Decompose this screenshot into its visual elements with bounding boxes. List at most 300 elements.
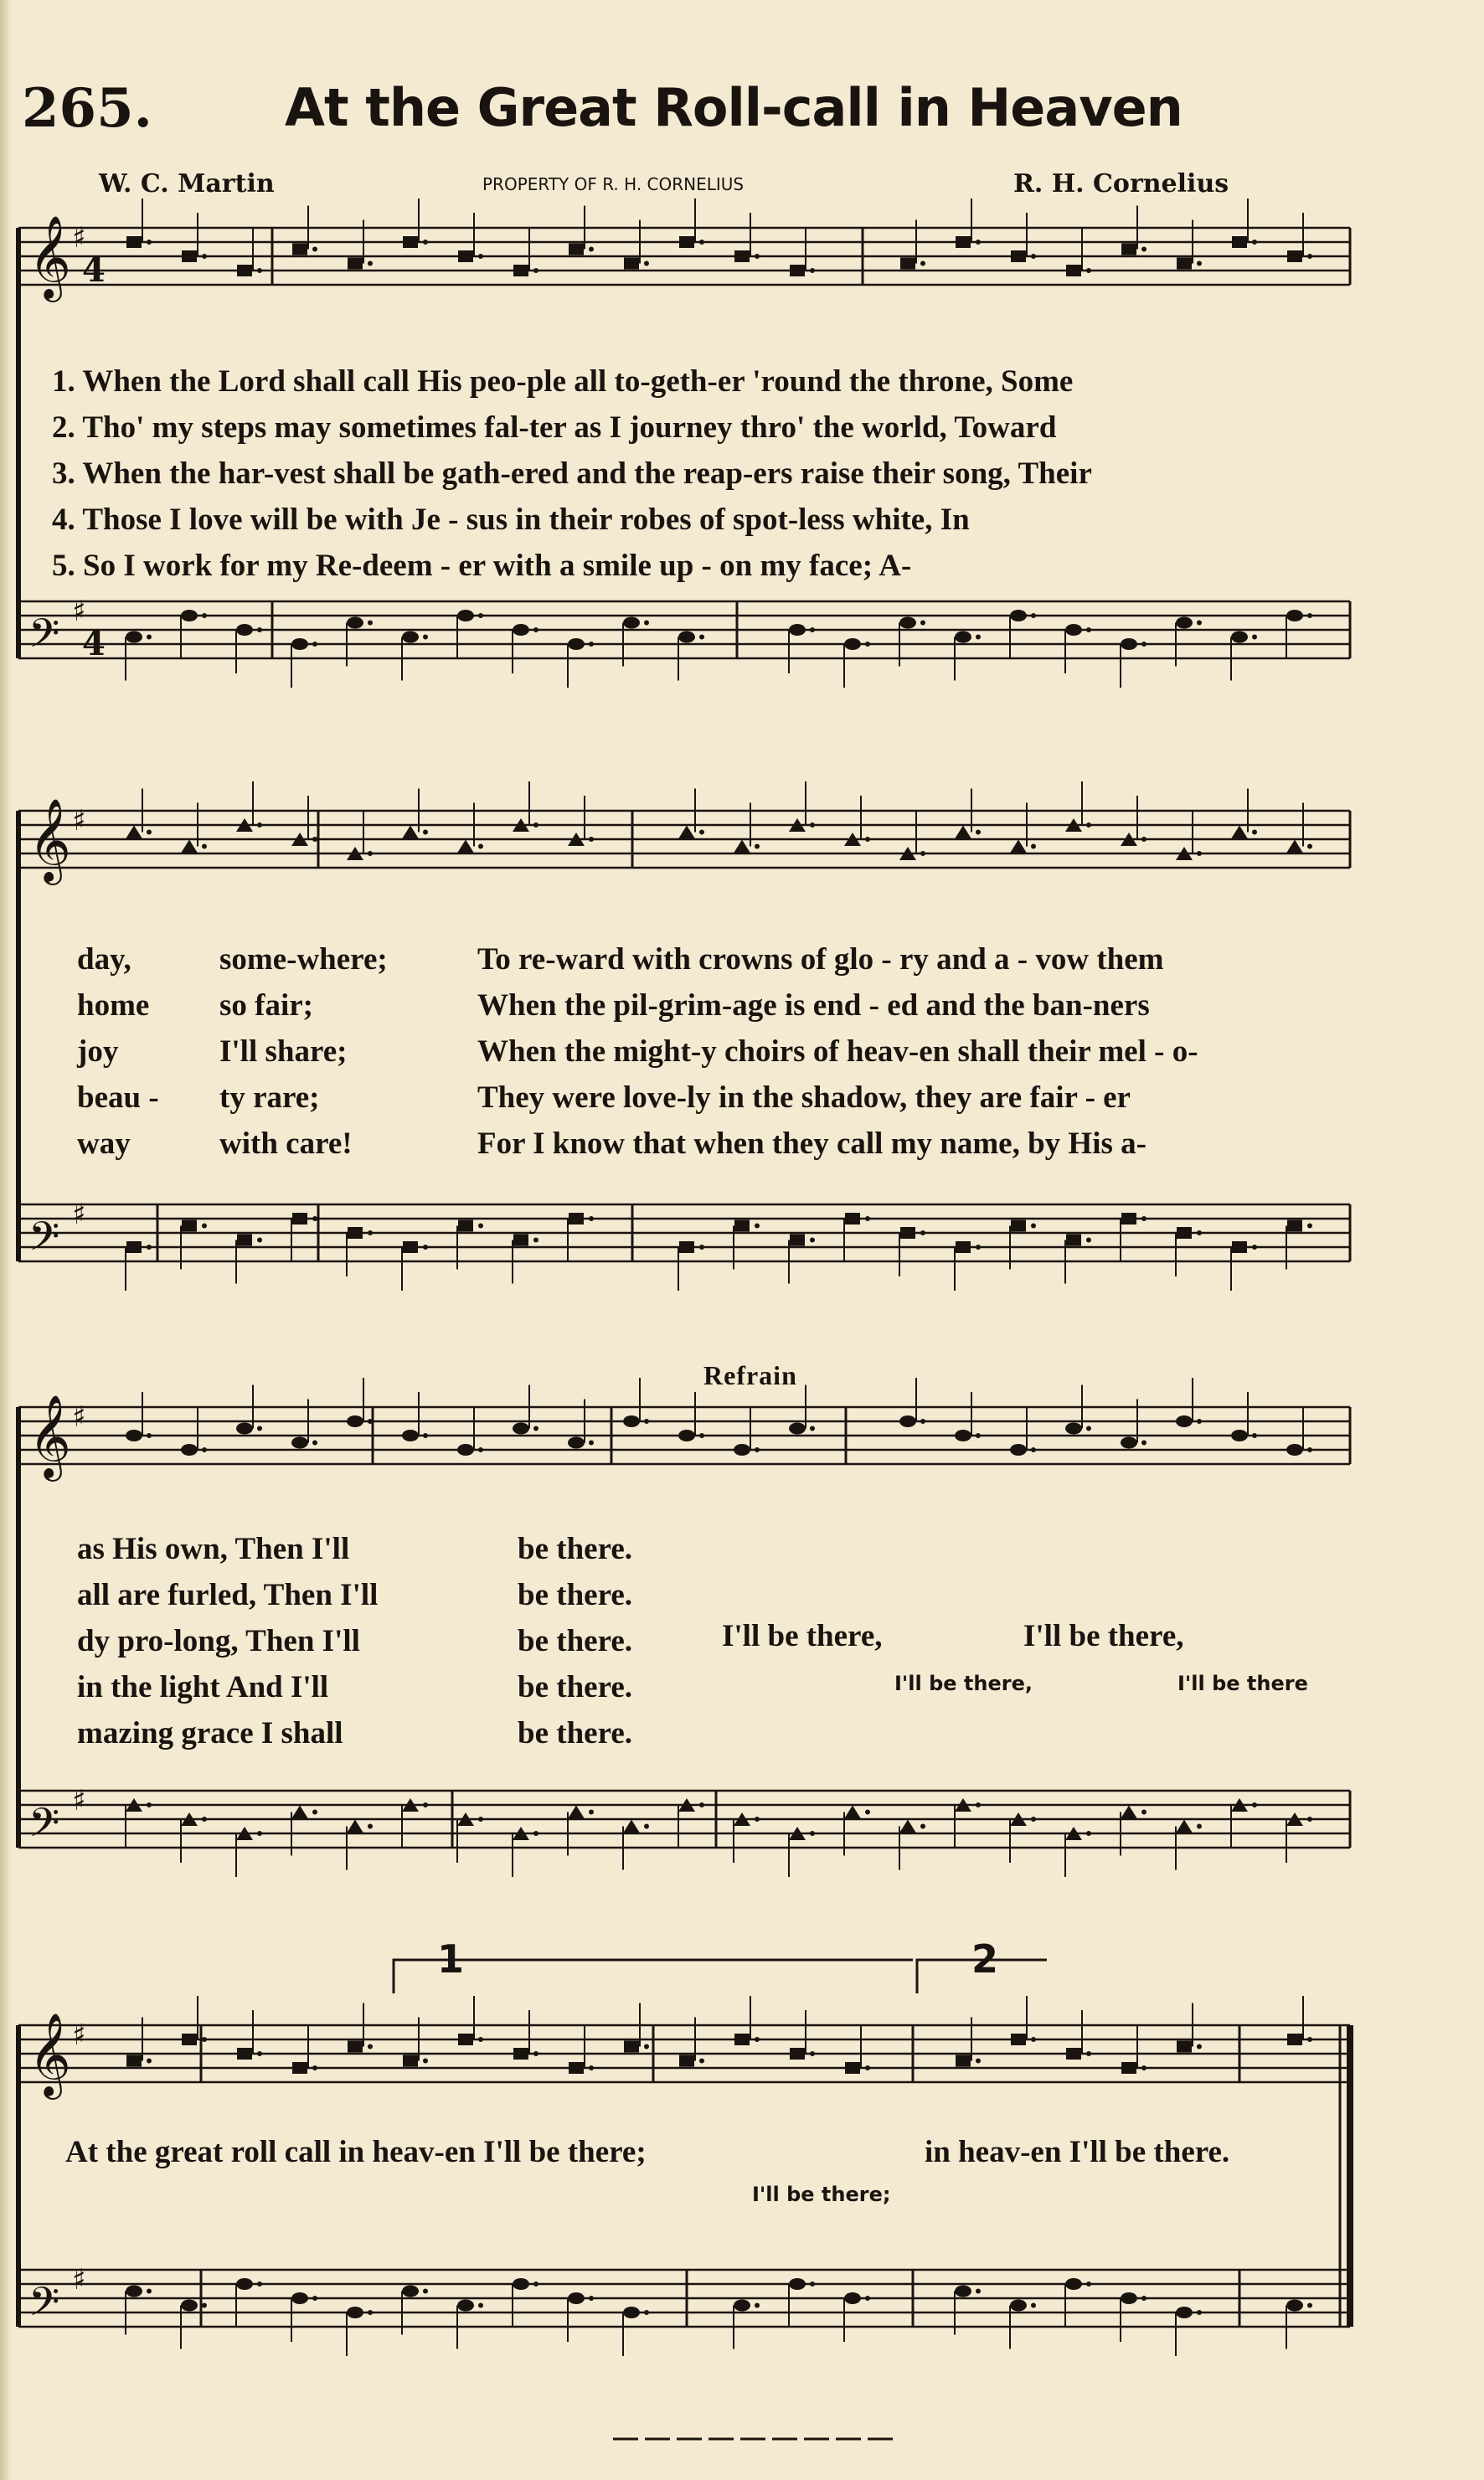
note-dot	[147, 635, 152, 640]
note-head	[457, 1444, 474, 1456]
note-head	[347, 1820, 363, 1833]
note-dot	[644, 1419, 649, 1424]
note-head	[1232, 236, 1247, 248]
final-echo: I'll be there;	[752, 2183, 891, 2206]
note-head	[955, 1430, 971, 1441]
note-dot	[423, 635, 428, 640]
note-dot	[589, 642, 594, 647]
note-head	[1286, 840, 1303, 853]
note-dot	[257, 627, 262, 632]
note-head	[678, 826, 695, 839]
note-dot	[1307, 1224, 1312, 1229]
note-dot	[810, 1426, 815, 1431]
note-dot	[368, 1419, 373, 1424]
note-dot	[755, 2303, 760, 2308]
note-head	[1121, 638, 1137, 650]
lyric-fragment: They were love-ly in the shadow, they are fair - er	[477, 1080, 1131, 1115]
note-dot	[976, 240, 981, 245]
note-dot	[589, 837, 594, 842]
note-head	[790, 1235, 805, 1246]
note-dot	[1197, 2310, 1202, 2315]
note-dot	[1141, 2065, 1146, 2070]
note-head	[291, 2292, 308, 2304]
note-dot	[699, 1245, 704, 1250]
note-dot	[368, 261, 373, 266]
refrain-echo-1: I'll be there,	[894, 1672, 1033, 1695]
note-head	[623, 1820, 640, 1833]
sharp-key-signature-icon: ♯	[72, 1400, 86, 1434]
note-dot	[533, 822, 538, 828]
note-dot	[1252, 240, 1257, 245]
note-head	[181, 840, 198, 853]
note-head	[126, 632, 142, 643]
refrain-chorus-2: I'll be there,	[1023, 1619, 1184, 1653]
note-head	[347, 1415, 363, 1427]
lyric-fragment: joy	[77, 1034, 119, 1069]
note-head	[790, 2048, 805, 2060]
note-dot	[644, 1824, 649, 1829]
note-head	[237, 2048, 252, 2060]
note-head	[513, 624, 529, 636]
note-dot	[644, 2044, 649, 2049]
note-head	[291, 1806, 308, 1819]
note-dot	[1197, 621, 1202, 626]
note-dot	[865, 837, 870, 842]
note-head	[845, 1213, 860, 1225]
note-head	[1231, 632, 1248, 643]
note-head	[1066, 2048, 1081, 2060]
note-dot	[976, 2289, 981, 2294]
note-head	[402, 826, 419, 839]
note-dot	[1031, 1817, 1036, 1822]
lyricist-credit: W. C. Martin	[99, 169, 275, 199]
note-dot	[312, 247, 317, 252]
note-dot	[257, 2051, 262, 2056]
note-head	[1176, 1820, 1193, 1833]
note-head	[624, 258, 639, 270]
note-dot	[368, 1230, 373, 1235]
note-head	[236, 2278, 253, 2290]
note-dot	[589, 247, 594, 252]
note-dot	[810, 822, 815, 828]
note-head	[1010, 840, 1027, 853]
note-dot	[810, 2281, 815, 2287]
note-dot	[589, 1216, 594, 1221]
note-dot	[699, 830, 704, 835]
note-dot	[865, 642, 870, 647]
note-head	[956, 2055, 971, 2067]
note-head	[513, 1423, 529, 1435]
note-head	[900, 258, 915, 270]
note-head	[844, 638, 861, 650]
note-head	[844, 1806, 861, 1819]
treble-clef-icon: 𝄞	[28, 215, 71, 299]
note-head	[1176, 1415, 1193, 1427]
note-dot	[1307, 1817, 1312, 1822]
note-head	[1065, 1423, 1082, 1435]
note-head	[623, 1415, 640, 1427]
hymn-number: 265.	[22, 77, 152, 140]
note-dot	[257, 268, 262, 273]
note-head	[568, 638, 585, 650]
note-head	[845, 2062, 860, 2074]
final-line-2: in heav-en I'll be there.	[925, 2135, 1230, 2169]
note-head	[1010, 2300, 1027, 2312]
note-head	[182, 2034, 197, 2045]
note-head	[1010, 1444, 1027, 1456]
system2-lyrics-col3	[477, 936, 1198, 1167]
note-head	[348, 2041, 363, 2053]
first-ending-bracket	[394, 1960, 913, 1993]
note-head	[734, 250, 750, 262]
note-dot	[1031, 254, 1036, 259]
note-head	[126, 236, 142, 248]
note-dot	[699, 1433, 704, 1438]
note-dot	[644, 621, 649, 626]
note-head	[1287, 250, 1302, 262]
note-dot	[976, 1433, 981, 1438]
note-head	[181, 2300, 198, 2312]
note-head	[955, 632, 971, 643]
note-head	[1286, 2300, 1303, 2312]
note-head	[458, 1220, 473, 1232]
note-dot	[202, 613, 207, 618]
note-dot	[589, 2296, 594, 2301]
note-dot	[589, 2065, 594, 2070]
note-head	[291, 1437, 308, 1449]
note-dot	[810, 1238, 815, 1243]
note-dot	[202, 1817, 207, 1822]
note-head	[734, 1220, 750, 1232]
note-dot	[202, 2037, 207, 2042]
note-head	[1287, 2034, 1302, 2045]
note-head	[457, 2300, 474, 2312]
note-dot	[147, 1433, 152, 1438]
note-head	[1177, 1227, 1192, 1239]
note-dot	[368, 851, 373, 856]
note-head	[790, 265, 805, 276]
note-dot	[533, 1238, 538, 1243]
note-dot	[368, 1824, 373, 1829]
note-head	[1066, 1235, 1081, 1246]
note-dot	[976, 1245, 981, 1250]
lyric-fragment: be there.	[518, 1624, 632, 1658]
lyric-fragment: with care!	[219, 1127, 353, 1161]
note-dot	[423, 240, 428, 245]
note-head	[1176, 617, 1193, 629]
note-dot	[533, 1426, 538, 1431]
note-head	[623, 2307, 640, 2318]
note-dot	[533, 268, 538, 273]
lyric-fragment: in the light And I'll	[77, 1670, 329, 1704]
note-dot	[1086, 1831, 1091, 1836]
note-head	[347, 2307, 363, 2318]
copyright-notice: PROPERTY OF R. H. CORNELIUS	[482, 174, 745, 194]
note-dot	[423, 2059, 428, 2064]
note-dot	[202, 254, 207, 259]
bass-clef-icon: 𝄢	[28, 1213, 60, 1270]
note-head	[678, 1430, 695, 1441]
lyric-fragment: all are furled, Then I'll	[77, 1578, 379, 1612]
note-head	[403, 1241, 418, 1253]
note-head	[568, 2292, 585, 2304]
note-head	[955, 826, 971, 839]
note-head	[679, 1241, 694, 1253]
note-dot	[865, 2065, 870, 2070]
lyric-fragment: mazing grace I shall	[77, 1716, 343, 1750]
note-head	[458, 2034, 473, 2045]
note-head	[292, 2062, 307, 2074]
note-head	[1011, 2034, 1026, 2045]
note-head	[899, 617, 916, 629]
note-head	[181, 610, 198, 621]
note-head	[789, 2278, 806, 2290]
lyric-fragment: be there.	[518, 1716, 632, 1750]
note-head	[403, 236, 418, 248]
lyric-fragment: For I know that when they call my name, by His a-	[477, 1127, 1146, 1161]
note-head	[403, 2055, 418, 2067]
note-dot	[423, 1245, 428, 1250]
note-head	[1177, 2041, 1192, 2053]
note-dot	[1252, 1433, 1257, 1438]
note-dot	[478, 613, 483, 618]
note-dot	[810, 268, 815, 273]
first-ending-number: 1	[437, 1936, 465, 1982]
note-head	[900, 1227, 915, 1239]
note-dot	[423, 830, 428, 835]
note-head	[126, 2055, 142, 2067]
note-head	[126, 2286, 142, 2297]
note-head	[292, 244, 307, 255]
note-head	[513, 1235, 528, 1246]
note-dot	[312, 1810, 317, 1815]
lyric-fragment: dy pro-long, Then I'll	[77, 1624, 360, 1658]
note-dot	[865, 2296, 870, 2301]
note-dot	[1031, 613, 1036, 618]
note-head	[1011, 250, 1026, 262]
note-head	[457, 840, 474, 853]
note-head	[1121, 1213, 1136, 1225]
note-head	[1176, 2307, 1193, 2318]
note-dot	[1307, 613, 1312, 618]
note-head	[513, 265, 528, 276]
note-dot	[478, 2303, 483, 2308]
note-dot	[810, 1831, 815, 1836]
note-dot	[644, 2310, 649, 2315]
note-head	[126, 1241, 142, 1253]
note-head	[1232, 1241, 1247, 1253]
note-head	[181, 1444, 198, 1456]
note-dot	[1086, 822, 1091, 828]
note-dot	[865, 1810, 870, 1815]
note-dot	[423, 1433, 428, 1438]
note-dot	[423, 1802, 428, 1807]
note-dot	[589, 1441, 594, 1446]
note-head	[568, 1437, 585, 1449]
note-dot	[368, 2044, 373, 2049]
note-head	[1287, 1220, 1302, 1232]
note-head	[1121, 2062, 1136, 2074]
note-head	[1121, 244, 1136, 255]
composer-credit: R. H. Cornelius	[1013, 169, 1229, 199]
note-head	[236, 1423, 253, 1435]
note-head	[789, 1423, 806, 1435]
note-dot	[257, 2281, 262, 2287]
bass-clef-icon: 𝄢	[28, 2278, 60, 2335]
note-head	[236, 624, 253, 636]
note-head	[348, 258, 363, 270]
note-dot	[1252, 635, 1257, 640]
note-dot	[147, 2059, 152, 2064]
note-dot	[699, 1802, 704, 1807]
note-dot	[312, 2296, 317, 2301]
note-dot	[1031, 2037, 1036, 2042]
note-dot	[147, 1245, 152, 1250]
note-head	[1121, 2292, 1137, 2304]
note-dot	[699, 635, 704, 640]
note-dot	[312, 2065, 317, 2070]
note-dot	[1141, 1441, 1146, 1446]
note-dot	[312, 642, 317, 647]
note-head	[1121, 1806, 1137, 1819]
lyric-fragment: be there.	[518, 1670, 632, 1704]
note-dot	[1141, 642, 1146, 647]
treble-clef-icon: 𝄞	[28, 1395, 71, 1478]
note-head	[568, 1806, 585, 1819]
treble-clef-icon: 𝄞	[28, 2013, 71, 2096]
note-dot	[312, 1216, 317, 1221]
note-dot	[1307, 2037, 1312, 2042]
note-dot	[1197, 1419, 1202, 1424]
note-dot	[423, 2289, 428, 2294]
note-dot	[920, 261, 925, 266]
note-head	[182, 1220, 197, 1232]
system3-lyrics-col2	[518, 1526, 632, 1756]
note-head	[734, 2300, 750, 2312]
refrain-chorus-1: I'll be there,	[722, 1619, 883, 1653]
note-head	[844, 2292, 861, 2304]
lyric-fragment: To re-ward with crowns of glo - ry and a - vow them	[477, 942, 1164, 977]
sharp-key-signature-icon: ♯	[72, 2019, 86, 2052]
note-dot	[755, 2037, 760, 2042]
sharp-key-signature-icon: ♯	[72, 1784, 86, 1817]
note-dot	[865, 1216, 870, 1221]
note-dot	[312, 837, 317, 842]
note-head	[1231, 1430, 1248, 1441]
note-dot	[1031, 1224, 1036, 1229]
note-dot	[1307, 1447, 1312, 1452]
note-head	[347, 617, 363, 629]
second-ending-number: 2	[971, 1936, 999, 1982]
note-head	[1065, 2278, 1082, 2290]
note-dot	[1197, 2044, 1202, 2049]
lyric-fragment: as His own, Then I'll	[77, 1532, 350, 1566]
note-dot	[1031, 844, 1036, 849]
note-dot	[312, 1441, 317, 1446]
note-dot	[699, 240, 704, 245]
note-dot	[755, 1817, 760, 1822]
note-dot	[810, 627, 815, 632]
lyric-fragment: day,	[77, 942, 131, 977]
system3-lyrics-col1	[77, 1526, 378, 1756]
note-dot	[1031, 2303, 1036, 2308]
note-dot	[1141, 1810, 1146, 1815]
note-dot	[533, 1831, 538, 1836]
note-dot	[1086, 2281, 1091, 2287]
note-dot	[257, 822, 262, 828]
sharp-key-signature-icon: ♯	[72, 595, 86, 628]
note-dot	[1086, 1426, 1091, 1431]
note-dot	[755, 844, 760, 849]
note-dot	[1197, 261, 1202, 266]
note-head	[1066, 265, 1081, 276]
note-head	[237, 1235, 252, 1246]
sharp-key-signature-icon: ♯	[72, 2263, 86, 2297]
verse-line-3: 3. When the har-vest shall be gath-ered and the reap-ers raise their song, Their	[52, 456, 1092, 491]
note-dot	[976, 635, 981, 640]
note-dot	[202, 844, 207, 849]
verse-line-1: 1. When the Lord shall call His peo-ple all to-geth-er 'round the throne, Some	[52, 364, 1074, 399]
time-signature: 4	[82, 250, 106, 290]
note-dot	[920, 851, 925, 856]
note-head	[1177, 258, 1192, 270]
note-dot	[755, 254, 760, 259]
note-head	[679, 236, 694, 248]
note-dot	[478, 254, 483, 259]
note-head	[623, 617, 640, 629]
note-head	[402, 1430, 419, 1441]
note-dot	[478, 2037, 483, 2042]
verse-line-2: 2. Tho' my steps may sometimes fal-ter as I journey thro' the world, Toward	[52, 410, 1057, 445]
note-head	[956, 1241, 971, 1253]
note-dot	[1141, 837, 1146, 842]
lyric-fragment: When the might-y choirs of heav-en shall their mel - o-	[477, 1034, 1198, 1069]
system1-lyrics	[52, 358, 1092, 589]
note-head	[1286, 610, 1303, 621]
lyric-fragment: ty rare;	[219, 1080, 320, 1115]
time-signature: 4	[82, 624, 106, 663]
note-dot	[1086, 1238, 1091, 1243]
note-dot	[478, 1447, 483, 1452]
note-dot	[257, 1426, 262, 1431]
note-dot	[533, 2051, 538, 2056]
bass-clef-icon: 𝄢	[28, 1799, 60, 1856]
note-head	[734, 2034, 750, 2045]
lyric-fragment: When the pil-grim-age is end - ed and the ban-ners	[477, 988, 1150, 1023]
note-head	[182, 250, 197, 262]
note-head	[126, 1430, 142, 1441]
note-head	[1010, 610, 1027, 621]
note-dot	[257, 1238, 262, 1243]
note-dot	[976, 1802, 981, 1807]
note-head	[955, 2286, 971, 2297]
system2-lyrics-col1	[77, 936, 159, 1167]
note-head	[237, 265, 252, 276]
final-line-1: At the great roll call in heav-en I'll be there;	[65, 2135, 647, 2169]
note-dot	[368, 2310, 373, 2315]
note-dot	[920, 1824, 925, 1829]
note-dot	[147, 1802, 152, 1807]
note-head	[348, 1227, 363, 1239]
note-head	[1011, 1220, 1026, 1232]
note-head	[457, 610, 474, 621]
hymn-title: At the Great Roll-call in Heaven	[285, 77, 1183, 138]
note-head	[1065, 624, 1082, 636]
note-dot	[1031, 1447, 1036, 1452]
sharp-key-signature-icon: ♯	[72, 221, 86, 255]
note-dot	[478, 1224, 483, 1229]
note-dot	[1197, 1230, 1202, 1235]
